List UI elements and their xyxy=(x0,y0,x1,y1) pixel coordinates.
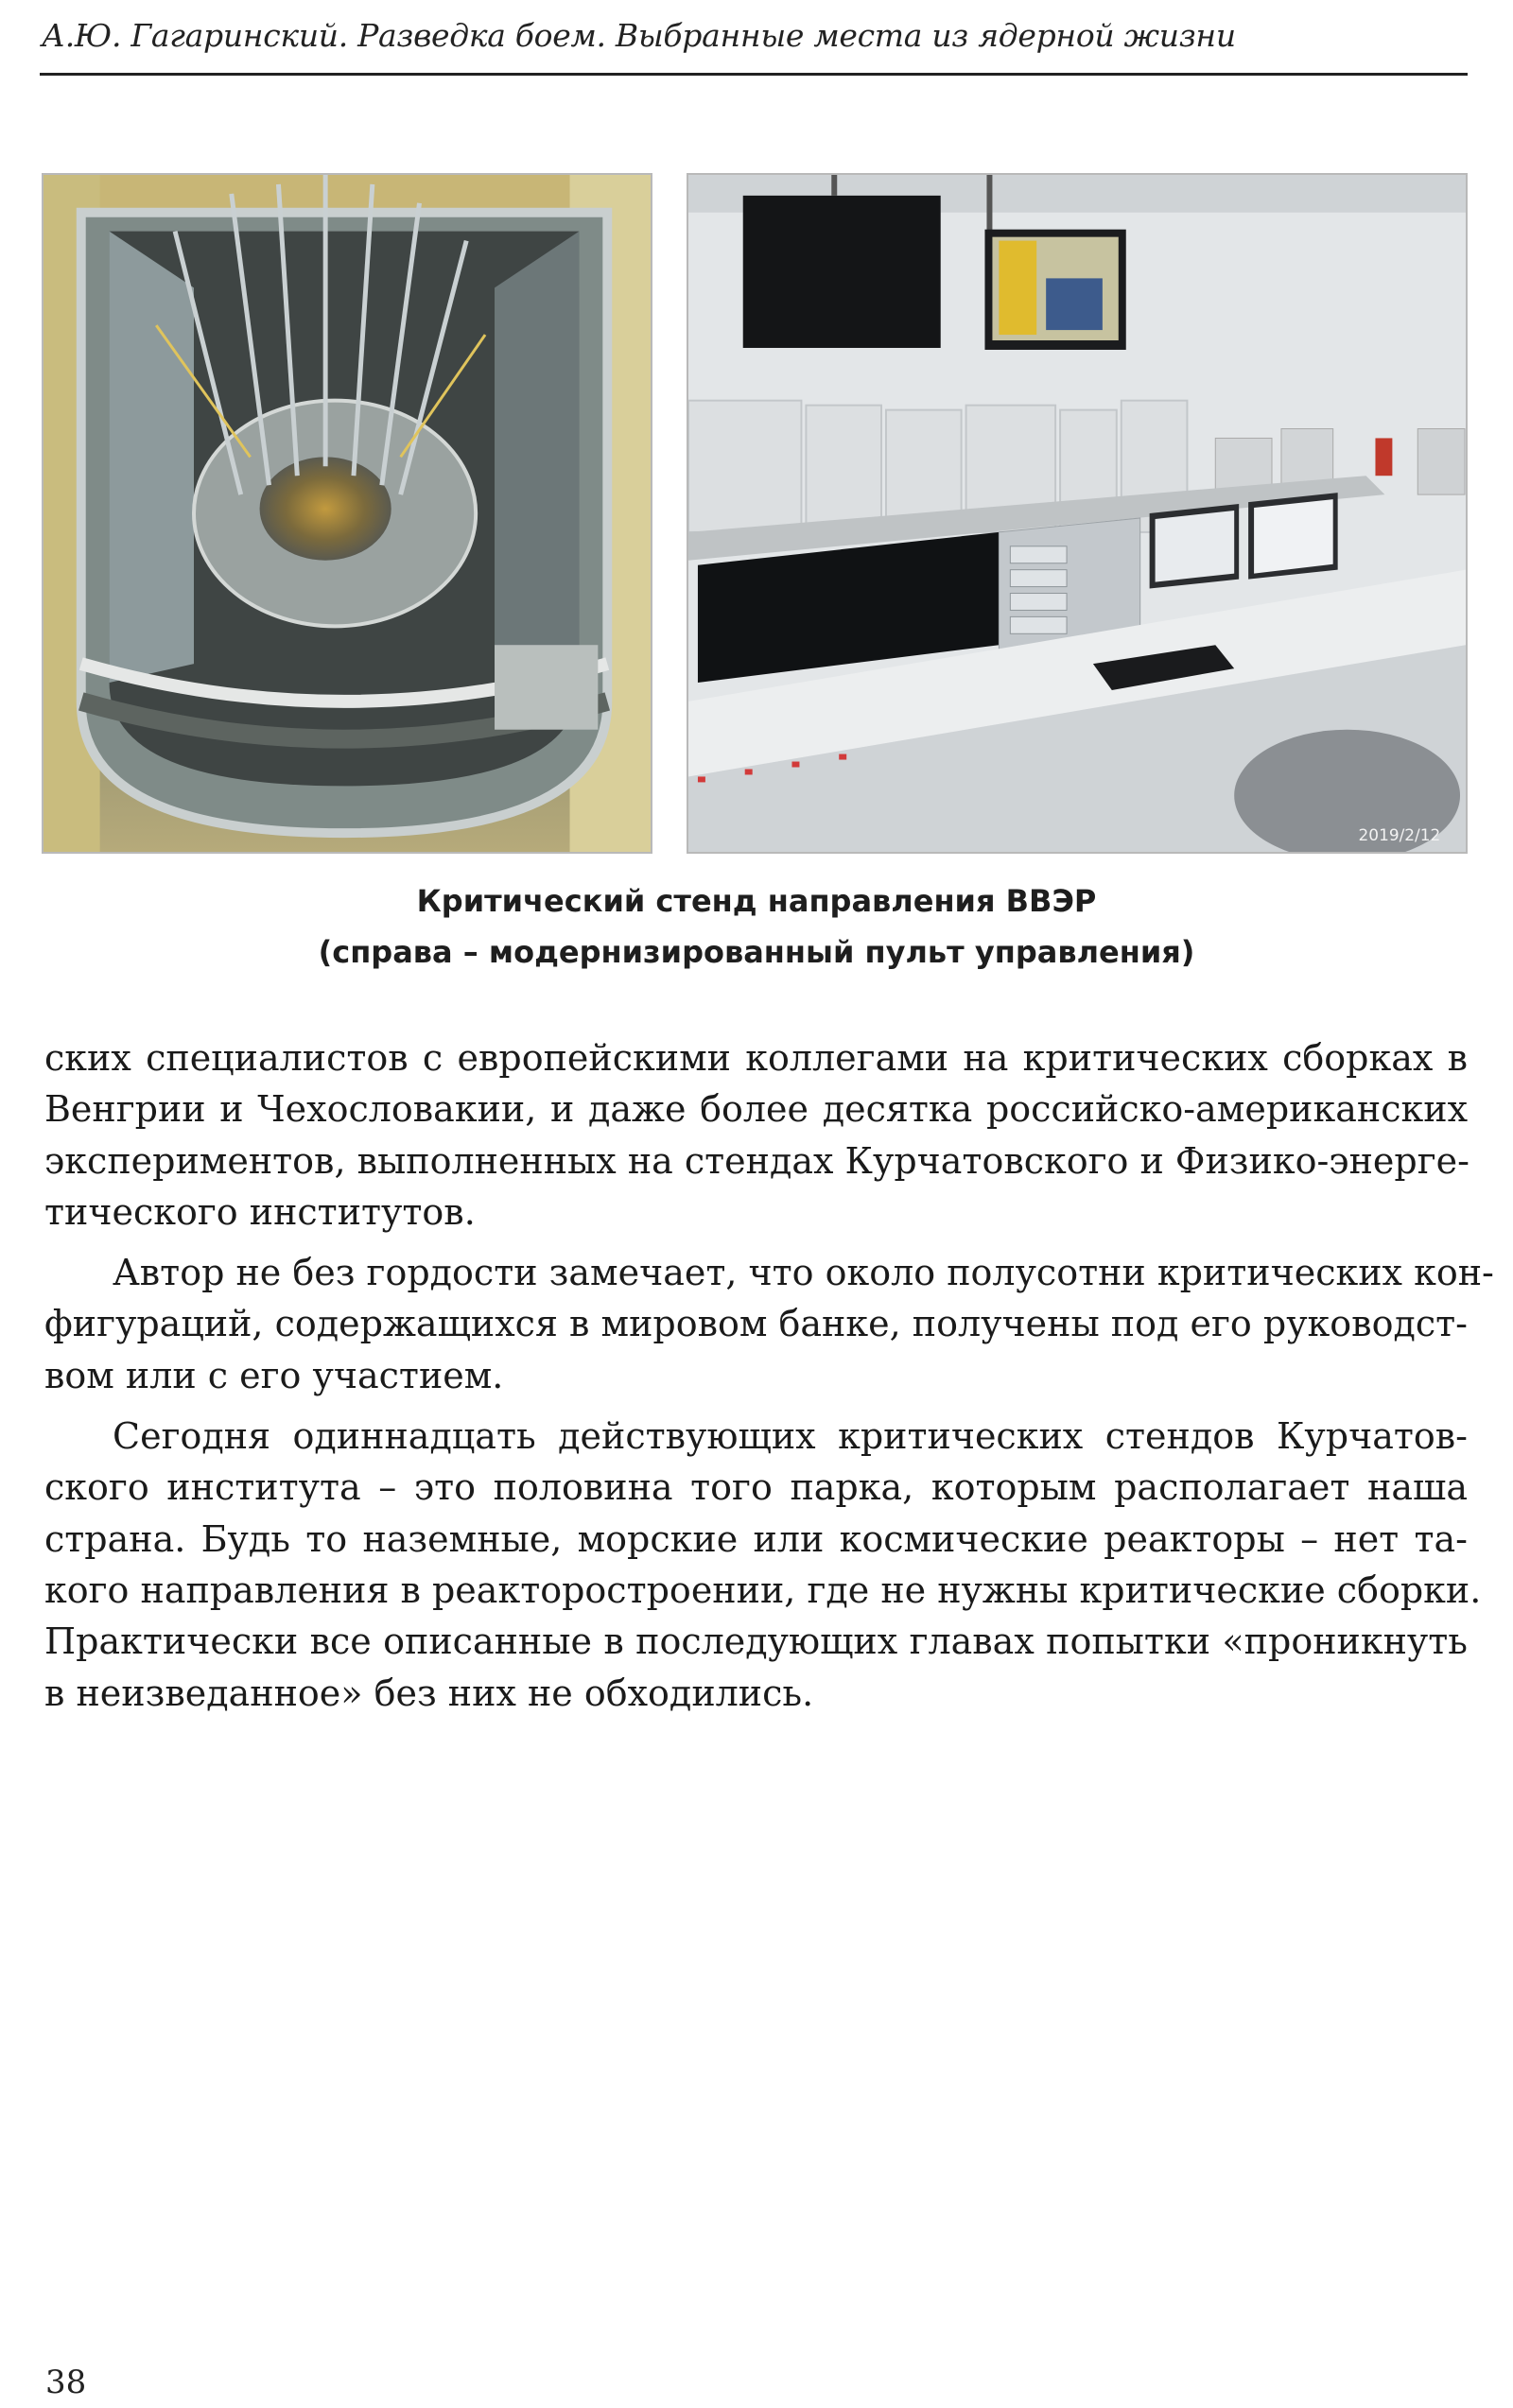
paragraph-1-line: ских специалистов с европейскими коллегами на критических сборках в xyxy=(44,1037,1468,1079)
figure-caption-line-1: Критический стенд направления ВВЭР xyxy=(416,883,1097,919)
control-room-photo xyxy=(687,173,1468,854)
figure-caption-line-2: (справа – модернизированный пульт управления) xyxy=(318,934,1195,970)
paragraph-1-line: Венгрии и Чехословакии, и даже более десятка российско-американских xyxy=(44,1088,1468,1131)
photo-timestamp: 2019/2/12 xyxy=(1358,825,1441,845)
header-rule xyxy=(40,73,1468,76)
paragraph-2-line: вом или с его участием. xyxy=(44,1354,504,1396)
paragraph-3-line: в неизведанное» без них не обходились. xyxy=(44,1672,814,1714)
paragraph-2-line: фигураций, содержащихся в мировом банке, получены под его руководст- xyxy=(44,1303,1468,1345)
running-head: А.Ю. Гагаринский. Разведка боем. Выбранные места из ядерной жизни xyxy=(42,17,1236,54)
reactor-assembly-photo xyxy=(42,173,652,854)
paragraph-1-line: тического институтов. xyxy=(44,1190,476,1233)
paragraph-2-line: Автор не без гордости замечает, что около полусотни критических кон- xyxy=(113,1252,1494,1294)
paragraph-3-line: кого направления в реакторостроении, где не нужны критические сборки. xyxy=(44,1568,1482,1611)
page-number: 38 xyxy=(45,2364,87,2401)
paragraph-3-line: страна. Будь то наземные, морские или космические реакторы – нет та- xyxy=(44,1517,1468,1560)
paragraph-3-line: ского института – это половина того парка, которым располагает наша xyxy=(44,1466,1468,1509)
paragraph-3-line: Сегодня одиннадцать действующих критических стендов Курчатов- xyxy=(113,1415,1468,1458)
paragraph-3-line: Практически все описанные в последующих главах попытки «проникнуть xyxy=(44,1620,1468,1663)
paragraph-1-line: экспериментов, выполненных на стендах Курчатовского и Физико-энерге- xyxy=(44,1139,1470,1182)
body-text xyxy=(44,1032,1494,1719)
